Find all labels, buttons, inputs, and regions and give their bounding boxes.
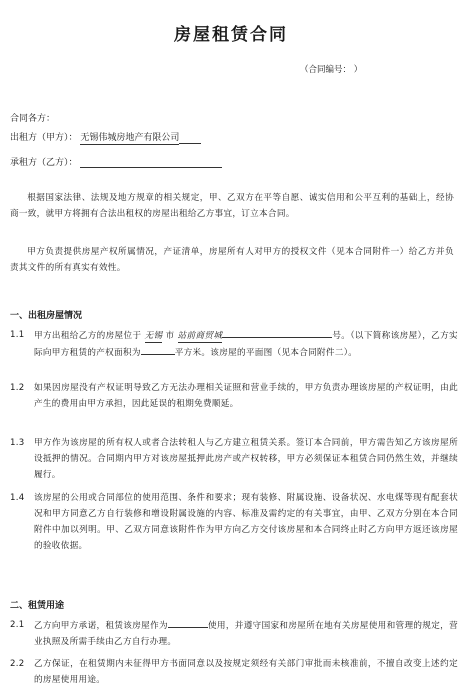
lessee-line — [10, 155, 222, 168]
area-blank — [141, 344, 175, 355]
contract-number: （合同编号： ） — [300, 65, 363, 75]
section-1-heading: 一、出租房屋情况 — [10, 311, 83, 321]
lessee-label: 承租方（乙方）： — [10, 158, 78, 168]
usage-blank — [168, 617, 208, 628]
clause-1-1 — [10, 327, 458, 361]
intro-paragraph-1: 根据国家法律、法规及地方规章的相关规定，甲、乙双方在平等自愿、诚实信用和公平互利的基础上，经协商一致，就甲方将拥有合法出租权的房屋出租给乙方事宜，订立本合同。 — [10, 193, 454, 219]
city-field: 无锡 — [144, 331, 163, 341]
clause-2-2 — [10, 656, 458, 688]
clause-body: 该房屋的公用或合同部位的使用范围、条件和要求；现有装修、附属设施、设备状况、水电煤等现有配套状况和甲方同意乙方自行装修和增设附属设施的内容、标准及需约定的有关事宜，由甲、乙双方分别在本合同附件中加以列明。甲、乙双方同意该附件作为甲方向乙方交付该房屋和本合同终止时乙方向甲方返还该房屋的验收依据。 — [34, 493, 458, 551]
lessee-name-blank — [80, 155, 222, 168]
parties-label: 合同各方： — [10, 114, 56, 124]
clause-number: 2.1 — [10, 620, 25, 630]
clause-body: 乙方向甲方承诺，租赁该房屋作为 使用，并遵守国家和房屋所在地有关房屋使用和管理的规定，营业执照及所需手续由乙方自行办理。 — [34, 617, 458, 650]
clause-2-1 — [10, 617, 458, 650]
clause-1-2 — [10, 380, 458, 412]
clause-number: 1.1 — [10, 330, 25, 340]
document-title: 房屋租赁合同 — [174, 25, 288, 45]
clause-number: 1.3 — [10, 438, 25, 448]
lessor-label: 出租方（甲方）： — [10, 133, 78, 143]
lessor-underline — [179, 131, 201, 144]
section-2-heading: 二、租赁用途 — [10, 601, 65, 611]
clause-number: 2.2 — [10, 659, 25, 669]
clause-1-3 — [10, 435, 458, 483]
clause-body: 甲方作为该房屋的所有权人或者合法转租人与乙方建立租赁关系。签订本合同前，甲方需告知乙方该房屋所设抵押的情况。合同期内甲方对该房屋抵押此房产或产权转移，甲方必须保证本租赁合同仍然生效，并继续履行。 — [34, 438, 458, 480]
clause-body: 甲方出租给乙方的房屋位于 无锡 市 站前商贸城 号。（以下简称该房屋），乙方实际向甲方租赁的产权面积为 平方米。该房屋的平面图（见本合同附件二）。 — [34, 327, 458, 361]
clause-number: 1.4 — [10, 493, 25, 503]
address-field: 站前商贸城 — [177, 331, 223, 341]
clause-1-4 — [10, 490, 458, 554]
intro-paragraph-2: 甲方负责提供房屋产权所属情况，产证清单，房屋所有人对甲方的授权文件（见本合同附件一）给乙方并负责其文件的所有真实有效性。 — [10, 247, 454, 273]
clause-number: 1.2 — [10, 383, 25, 393]
clause-body: 如果因房屋没有产权证明导致乙方无法办理相关证照和营业手续的，甲方负责办理该房屋的产权证明，由此产生的费用由甲方承担，因此延误的租期免费顺延。 — [34, 383, 458, 409]
clause-body: 乙方保证，在租赁期内未征得甲方书面同意以及按规定须经有关部门审批而未核准前，不擅自改变上述约定的房屋使用用途。 — [34, 659, 458, 685]
lessor-name: 无锡伟城房地产有限公司 — [80, 133, 180, 143]
lessor-line — [10, 130, 201, 144]
